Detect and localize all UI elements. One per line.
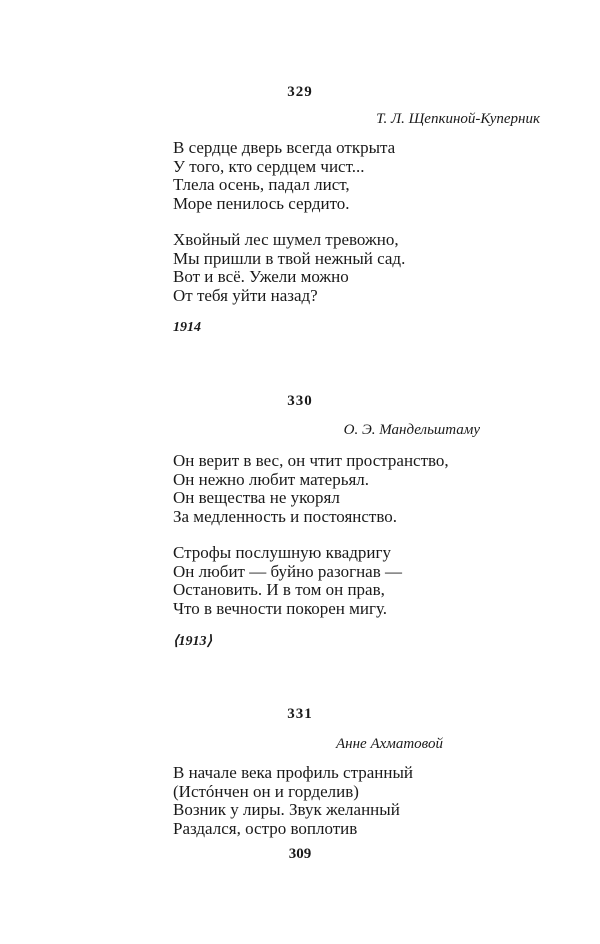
poem-line: В сердце дверь всегда открыта: [173, 138, 396, 157]
page-number: 309: [288, 846, 312, 862]
poem-line: Хвойный лес шумел тревожно,: [173, 230, 399, 249]
dedication: Анне Ахматовой: [336, 736, 443, 752]
poem-number: 330: [287, 393, 313, 409]
poem-body: [173, 452, 573, 618]
poem-line: Море пенилось сердито.: [173, 193, 350, 213]
poem-line: (Истóнчен он и горделив): [173, 781, 359, 801]
poem-line: Раздался, остро воплотив: [173, 818, 358, 838]
dedication: О. Э. Мандельштаму: [343, 422, 480, 438]
poem-line: Строфы послушную квадригу: [173, 543, 391, 562]
stanza-break: [173, 213, 573, 231]
poem-line: У того, кто сердцем чист...: [173, 156, 365, 176]
poem-date: ⟨1913⟩: [173, 634, 212, 649]
poem-line: Что в вечности покорен мигу.: [173, 598, 387, 618]
poem-line: Тлела осень, падал лист,: [173, 175, 350, 194]
poem-date: 1914: [173, 320, 201, 335]
poem-line: Остановить. И в том он прав,: [173, 580, 385, 599]
poem-body: [173, 139, 573, 305]
poem-body: [173, 764, 573, 838]
dedication: Т. Л. Щепкиной-Куперник: [376, 111, 540, 127]
poem-number: 329: [287, 84, 313, 100]
poem-line: В начале века профиль странный: [173, 763, 413, 782]
poem-line: За медленность и постоянство.: [173, 506, 398, 526]
poem-line: Мы пришли в твой нежный сад.: [173, 248, 406, 268]
poem-number: 331: [287, 706, 313, 722]
poem-line: Он верит в вес, он чтит пространство,: [173, 451, 449, 470]
poem-line: От тебя уйти назад?: [173, 285, 318, 305]
poem-line: Вот и всё. Ужели можно: [173, 267, 349, 286]
poem-line: Он нежно любит матерьял.: [173, 469, 369, 489]
poem-line: Он вещества не укорял: [173, 488, 340, 507]
poem-line: Он любит — буйно разогнав —: [173, 561, 402, 581]
poem-line: Возник у лиры. Звук желанный: [173, 800, 400, 819]
stanza-break: [173, 526, 573, 544]
